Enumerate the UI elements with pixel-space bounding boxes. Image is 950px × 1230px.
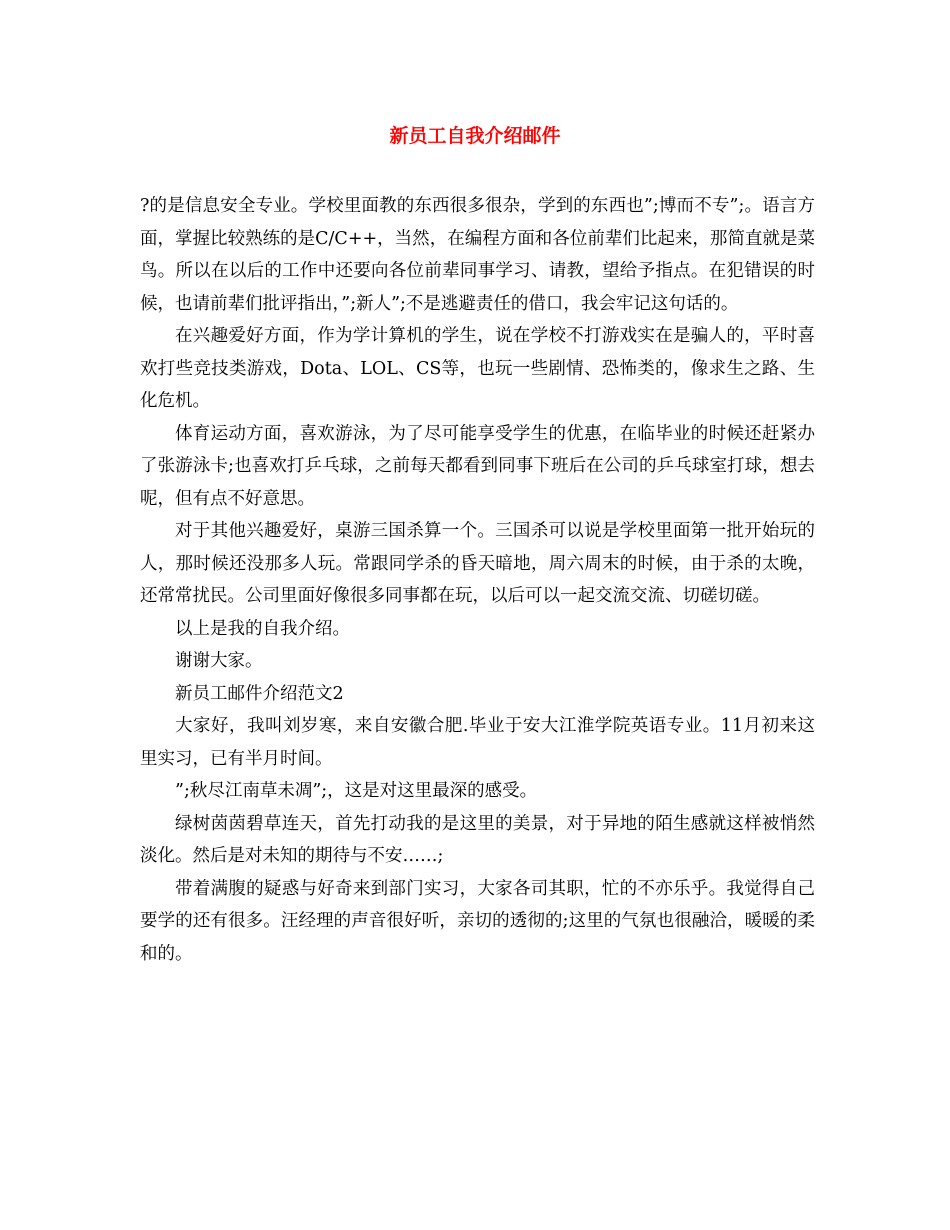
paragraph: ”;秋尽江南草未凋”;，这是对这里最深的感受。 <box>175 781 538 801</box>
paragraph: 绿树茵茵碧草连天，首先打动我的是这里的美景，对于异地的陌生感就这样被悄然淡化。然后是对未知的期待与不安……; <box>140 813 815 866</box>
paragraph: 以上是我的自我介绍。 <box>175 618 350 639</box>
paragraph: 对于其他兴趣爱好，桌游三国杀算一个。三国杀可以说是学校里面第一批开始玩的人，那时候还没那多人玩。常跟同学杀的昏天暗地，周六周末的时候，由于杀的太晚，还常常扰民。公司里面好像很多同事都在玩，以后可以一起交流交流、切磋切磋。 <box>140 521 815 606</box>
document-body <box>140 190 815 970</box>
paragraph: 在兴趣爱好方面，作为学计算机的学生，说在学校不打游戏实在是骗人的，平时喜欢打些竞技类游戏，Dota、LOL、CS等，也玩一些剧情、恐怖类的，像求生之路、生化危机。 <box>140 326 815 411</box>
paragraph: 大家好，我叫刘岁寒，来自安徽合肥.毕业于安大江淮学院英语专业。11月初来这里实习，已有半月时间。 <box>140 716 815 769</box>
paragraph: 体育运动方面，喜欢游泳，为了尽可能享受学生的优惠，在临毕业的时候还赶紧办了张游泳卡;也喜欢打乒乓球，之前每天都看到同事下班后在公司的乒乓球室打球，想去呢，但有点不好意思。 <box>140 423 815 509</box>
section-heading: 新员工邮件介绍范文2 <box>175 683 344 704</box>
paragraph: ?的是信息安全专业。学校里面教的东西很多很杂，学到的东西也”;博而不专”;。语言方面，掌握比较熟练的是C/C++，当然，在编程方面和各位前辈们比起来，那简直就是菜鸟。所以在以后的工作中还要向各位前辈同事学习、请教，望给予指点。在犯错误的时候，也请前辈们批评指出，”;新人”;不是逃避责任的借口，我会牢记这句话的。 <box>140 196 815 314</box>
paragraph: 带着满腹的疑惑与好奇来到部门实习，大家各司其职，忙的不亦乐乎。我觉得自己要学的还有很多。汪经理的声音很好听，亲切的透彻的;这里的气氛也很融洽，暖暖的柔和的。 <box>140 878 815 964</box>
paragraph: 谢谢大家。 <box>175 651 263 671</box>
document-title: 新员工自我介绍邮件 <box>389 125 561 147</box>
